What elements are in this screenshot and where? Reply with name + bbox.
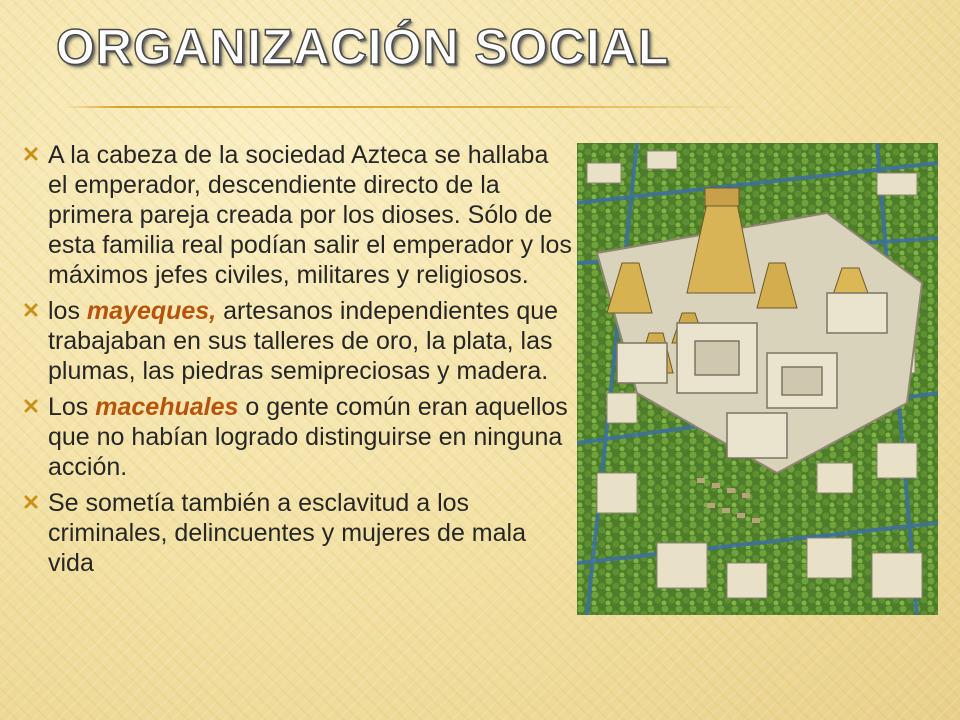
- bullet-list: [14, 140, 574, 584]
- x-bullet-icon: [24, 303, 38, 317]
- bullet-text-pre: los: [48, 297, 87, 325]
- title-underline: [64, 106, 754, 108]
- bullet-text: Se sometía también a esclavitud a los criminales, delincuentes y mujeres de mala vida: [48, 489, 526, 577]
- bullet-item-slavery: [14, 488, 574, 578]
- x-bullet-icon: [24, 399, 38, 413]
- x-bullet-icon: [24, 495, 38, 509]
- aztec-city-illustration: [577, 143, 938, 615]
- bullet-item-mayeques: [14, 296, 574, 386]
- keyword-mayeques: mayeques,: [86, 297, 217, 325]
- x-bullet-icon: [24, 147, 38, 161]
- bullet-item-emperor: [14, 140, 574, 290]
- bullet-text-pre: Los: [48, 393, 96, 421]
- bullet-text: A la cabeza de la sociedad Azteca se hallaba el emperador, descendiente directo de la primera pareja creada por los dioses. Sólo de esta familia real podían salir el emperador y los máximos jefes civiles, militares y religiosos.: [48, 141, 572, 289]
- slide-title: ORGANIZACIÓN SOCIAL: [56, 19, 670, 75]
- bullet-text-post: artesanos independientes que trabajaban en sus talleres de oro, la plata, las plumas, las piedras semipreciosas y madera.: [48, 297, 559, 385]
- bullet-item-macehuales: [14, 392, 574, 482]
- aztec-city-image: [577, 143, 938, 615]
- keyword-macehuales: macehuales: [95, 393, 239, 421]
- bullet-text-post: o gente común eran aquellos que no habían logrado distinguirse en ninguna acción.: [48, 393, 568, 481]
